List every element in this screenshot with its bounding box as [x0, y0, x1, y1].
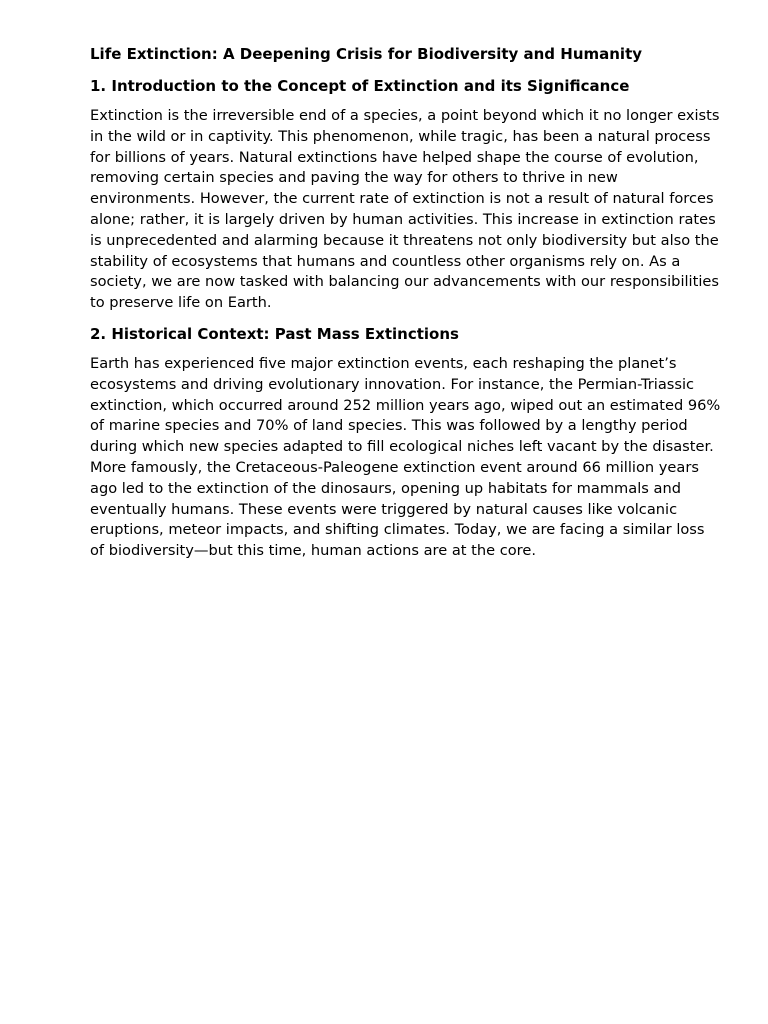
section-heading-historical-context: 2. Historical Context: Past Mass Extinctions — [90, 324, 459, 343]
section-paragraph-introduction: Extinction is the irreversible end of a species, a point beyond which it no longer exists in the wild or in captivity. This phenomenon, while tragic, has been a natural process for billions of years. Natural extinctions have helped shape the course of evolution, removing certain species and paving the way for others to thrive in new environments. However, the current rate of extinction is not a result of natural forces alone; rather, it is largely driven by human activities. This increase in extinction rates is unprecedented and alarming because it threatens not only biodiversity but also the stability of ecosystems that humans and countless other organisms rely on. As a society, we are now tasked with balancing our advancements with our responsibilities to preserve life on Earth. — [90, 107, 720, 312]
document-title: Life Extinction: A Deepening Crisis for Biodiversity and Humanity — [90, 45, 643, 63]
section-heading-introduction: 1. Introduction to the Concept of Extinction and its Significance — [90, 77, 630, 95]
section-paragraph-historical-context: Earth has experienced five major extinction events, each reshaping the planet’s ecosystems and driving evolutionary innovation. For instance, the Permian-Triassic extinction, which occurred around 252 million years ago, wiped out an estimated 96% of marine species and 70% of land species. This was followed by a lengthy period during which new species adapted to fill ecological niches left vacant by the disaster. More famously, the Cretaceous-Paleogene extinction event around 66 million years ago led to the extinction of the dinosaurs, opening up habitats for mammals and eventually humans. These events were triggered by natural causes like volcanic eruptions, meteor impacts, and shifting climates. Today, we are facing a similar loss of biodiversity—but this time, human actions are at the core. — [90, 354, 721, 560]
document-page — [90, 44, 722, 572]
